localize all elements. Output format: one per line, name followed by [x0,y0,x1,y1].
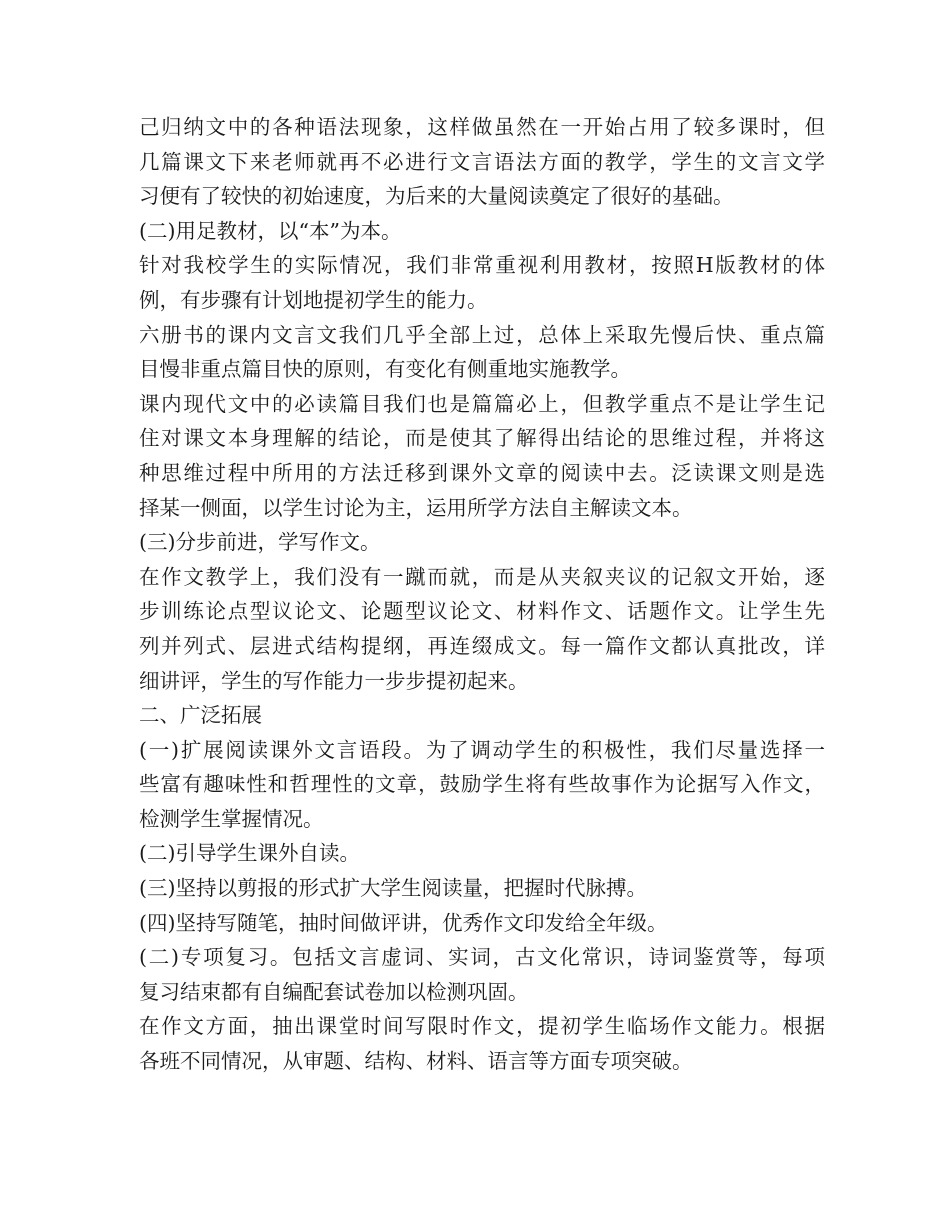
text-line: 课内现代文中的必读篇目我们也是篇篇必上，但教学重点不是让学生记 [139,391,825,416]
text-line: (二)专项复习。包括文言虚词、实词，古文化常识，诗词鉴赏等，每项 [139,945,825,970]
text-line: 习便有了较快的初始速度，为后来的大量阅读奠定了很好的基础。 [139,184,734,209]
text-line: 二、广泛拓展 [139,703,262,728]
text-line: 择某一侧面，以学生讨论为主，运用所学方法自主解读文本。 [139,495,693,520]
text-line: (三)坚持以剪报的形式扩大学生阅读量，把握时代脉搏。 [139,876,647,901]
text-line: 住对课文本身理解的结论，而是使其了解得出结论的思维过程，并将这 [139,426,825,451]
text-line: 检测学生掌握情况。 [139,806,324,831]
document-body [139,110,825,1079]
text-line: 针对我校学生的实际情况，我们非常重视利用教材，按照H版教材的体 [139,253,825,278]
text-line: (四)坚持写随笔，抽时间做评讲，优秀作文印发给全年级。 [139,910,668,935]
text-line: 几篇课文下来老师就再不必进行文言语法方面的教学，学生的文言文学 [139,149,825,174]
text-line: 各班不同情况，从审题、结构、材料、语言等方面专项突破。 [139,1049,693,1074]
text-line: (二)引导学生课外自读。 [139,841,360,866]
text-line: 细讲评，学生的写作能力一步步提初起来。 [139,668,529,693]
text-line: 种思维过程中所用的方法迁移到课外文章的阅读中去。泛读课文则是选 [139,460,825,485]
text-line: 在作文教学上，我们没有一蹴而就，而是从夹叙夹议的记叙文开始，逐 [139,564,825,589]
text-line: 六册书的课内文言文我们几乎全部上过，总体上采取先慢后快、重点篇 [139,322,825,347]
text-line: (二)用足教材，以“本”为本。 [139,218,402,243]
text-line: 目慢非重点篇目快的原则，有变化有侧重地实施教学。 [139,357,631,382]
text-line: 复习结束都有自编配套试卷加以检测巩固。 [139,979,529,1004]
text-line: 列并列式、层进式结构提纲，再连缀成文。每一篇作文都认真批改，详 [139,633,825,658]
text-line: 在作文方面，抽出课堂时间写限时作文，提初学生临场作文能力。根据 [139,1014,825,1039]
text-line: 例，有步骤有计划地提初学生的能力。 [139,287,488,312]
text-line: (一)扩展阅读课外文言语段。为了调动学生的积极性，我们尽量选择一 [139,737,825,762]
text-line: 步训练论点型议论文、论题型议论文、材料作文、话题作文。让学生先 [139,599,825,624]
text-line: (三)分步前进，学写作文。 [139,530,381,555]
text-line: 些富有趣味性和哲理性的文章，鼓励学生将有些故事作为论据写入作文， [139,772,825,797]
text-line: 己归纳文中的各种语法现象，这样做虽然在一开始占用了较多课时，但 [139,115,825,139]
